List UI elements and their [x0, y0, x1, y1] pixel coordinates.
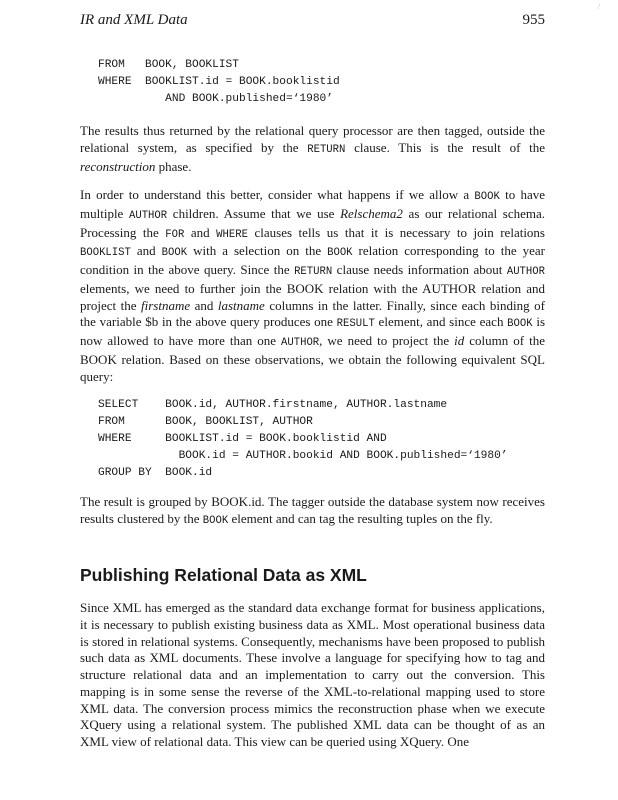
code-line: WHERE BOOKLIST.id = BOOK.booklistid AND	[98, 433, 387, 445]
sql-fragment-1	[98, 57, 340, 108]
paragraph-multiple-authors: In order to understand this better, consider what happens if we allow a BOOK to have multiple AUTHOR children. Assume that we use Relschema2 as our relational schema. Processing the FOR and WHERE clauses tells us that it is necessary to join relations BOOKLIST and BOOK with a selection on the BOOK relation corresponding to the year condition in the above query. Since the RETURN clause needs information about AUTHOR elements, we need to further join the BOOK relation with the AUTHOR relation and project the firstname and lastname columns in the latter. Finally, since each binding of the variable $b in the above query produces one RESULT element, and since each BOOK is now allowed to have more than one AUTHOR, we need to project the id column of the BOOK relation. Based on these observations, we obtain the following equivalent SQL query:	[80, 187, 546, 384]
code-line: AND BOOK.published=‘1980’	[98, 93, 333, 105]
paragraph-publishing: Since XML has emerged as the standard data exchange format for business applications, it is necessary to publish existing business data as XML. Most operational business data is stored in relational systems. Consequently, mechanisms have been proposed to publish such data as XML documents. These involve a language for specifying how to tag and structure relational data and an implementation to carry out the conversion. This mapping is in some sense the reverse of the XML-to-relational mapping used to store XML data. The conversion process mimics the reconstruction phase when we execute XQuery using a relational system. The published XML data can be thought of as an XML view of relational data. This view can be queried using XQuery. One	[80, 600, 545, 749]
page-number: 955	[522, 12, 545, 28]
sql-query-2	[98, 397, 508, 482]
paragraph-reconstruction: The results thus returned by the relational query processor are then tagged, outside the relational system, as specified by the RETURN clause. This is the result of the reconstruction phase.	[80, 123, 545, 174]
code-line: BOOK.id = AUTHOR.bookid AND BOOK.published=‘1980’	[98, 450, 508, 462]
code-line: GROUP BY BOOK.id	[98, 467, 213, 479]
code-line: WHERE BOOKLIST.id = BOOK.booklistid	[98, 76, 340, 88]
running-title: IR and XML Data	[80, 12, 188, 28]
corner-mark: /	[598, 2, 601, 11]
section-heading: Publishing Relational Data as XML	[80, 565, 367, 585]
code-line: FROM BOOK, BOOKLIST, AUTHOR	[98, 416, 313, 428]
running-header	[80, 12, 545, 29]
code-line: SELECT BOOK.id, AUTHOR.firstname, AUTHOR.lastname	[98, 399, 448, 411]
code-line: FROM BOOK, BOOKLIST	[98, 59, 239, 71]
paragraph-grouped-result: The result is grouped by BOOK.id. The tagger outside the database system now receives results clustered by the BOOK element and can tag the resulting tuples on the fly.	[80, 494, 545, 527]
